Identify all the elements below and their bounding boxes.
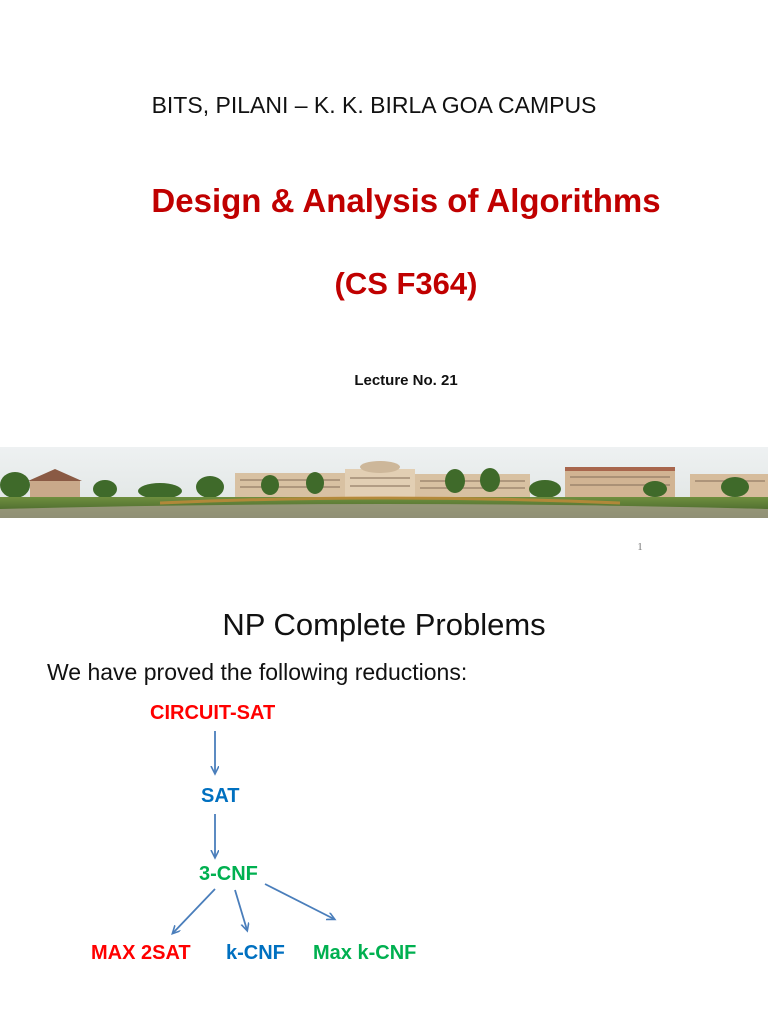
node-k-cnf: k-CNF xyxy=(226,942,285,964)
arrow-3cnf-to-max2sat xyxy=(173,889,215,933)
lecture-number: Lecture No. 21 xyxy=(354,372,458,389)
arrow-3cnf-to-maxkcnf xyxy=(265,884,334,919)
course-title: Design & Analysis of Algorithms xyxy=(151,182,661,219)
node-max-k-cnf: Max k-CNF xyxy=(313,942,417,964)
node-3-cnf: 3-CNF xyxy=(199,863,258,885)
page-number: 1 xyxy=(637,541,643,553)
institution-name: BITS, PILANI – K. K. BIRLA GOA CAMPUS xyxy=(151,92,597,118)
node-circuit-sat: CIRCUIT-SAT xyxy=(150,702,276,724)
course-code: (CS F364) xyxy=(334,266,478,301)
slide-heading: NP Complete Problems xyxy=(222,607,546,642)
intro-text: We have proved the following reductions: xyxy=(47,659,468,685)
node-max-2sat: MAX 2SAT xyxy=(91,942,191,964)
campus-panorama-image xyxy=(0,447,768,518)
node-sat: SAT xyxy=(201,785,240,807)
arrow-3cnf-to-kcnf xyxy=(235,890,247,930)
content-slide xyxy=(0,575,768,1024)
